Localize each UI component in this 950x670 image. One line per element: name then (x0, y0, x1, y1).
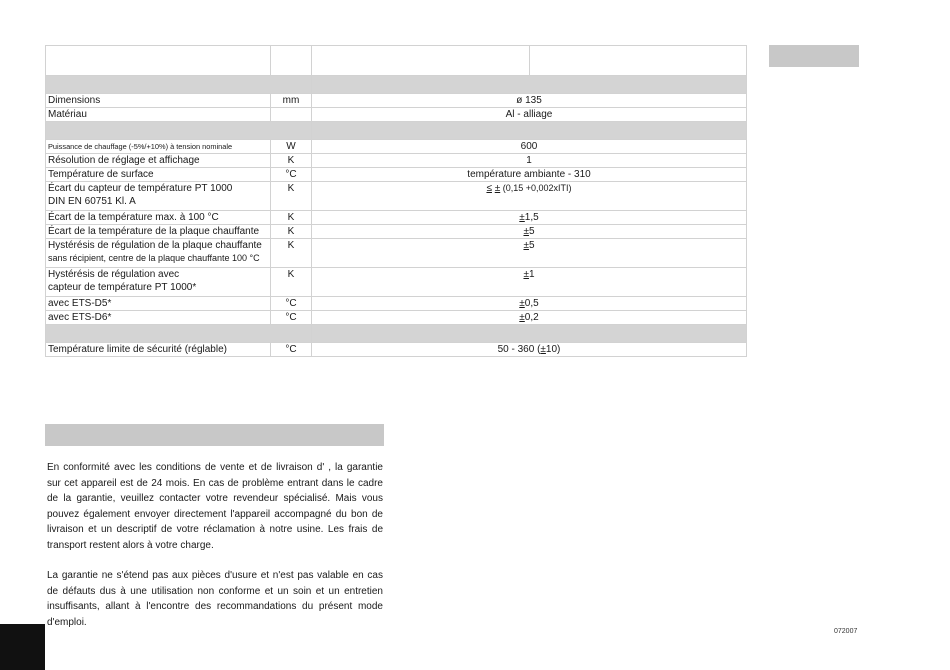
spec-label: Température limite de sécurité (réglable) (46, 343, 271, 357)
spec-label: Écart de la température de la plaque chauffante (46, 225, 271, 239)
table-row (46, 108, 747, 122)
spec-value: ±0,5 (312, 297, 747, 311)
spec-value: 50 - 360 (±10) (312, 343, 747, 357)
table-row (46, 343, 747, 357)
spec-label: avec ETS-D5* (46, 297, 271, 311)
spec-label: Résolution de réglage et affichage (46, 154, 271, 168)
technical-data-table (45, 45, 747, 357)
table-header-row (46, 46, 747, 76)
spec-unit: °C (271, 297, 312, 311)
table-row (46, 311, 747, 325)
spec-value: ≤ ± (0,15 +0,002xITI) (312, 182, 747, 211)
spec-value: ±1 (312, 268, 747, 297)
spec-unit: W (271, 140, 312, 154)
spec-label: Écart de la température max. à 100 °C (46, 211, 271, 225)
table-row (46, 297, 747, 311)
spec-unit: K (271, 239, 312, 268)
spec-label: Écart du capteur de température PT 1000 DIN EN 60751 Kl. A (46, 182, 271, 211)
spec-label: Hystérésis de régulation avec capteur de température PT 1000* (46, 268, 271, 297)
spec-label: Dimensions (46, 94, 271, 108)
header-cell (46, 46, 271, 76)
spec-value: 1 (312, 154, 747, 168)
spec-value: Al - alliage (312, 108, 747, 122)
warranty-paragraph: En conformité avec les conditions de vente et de livraison d' , la garantie sur cet appareil est de 24 mois. En cas de problème entrant dans le cadre de la garantie, veuillez contacter votre revendeur spécialisé. Mais vous pouvez également envoyer directement l'appareil accompagné du bon de livraison et un descriptif de votre réclamation à notre usine. Les frais de transport restent alors à votre charge. (47, 462, 383, 551)
warranty-paragraph: La garantie ne s'étend pas aux pièces d'usure et n'est pas valable en cas de défauts dus à une utilisation non conforme et un soin et un entretien insuffisants, allant à l'encontre des recommandations du présent mode d'emploi. (47, 570, 383, 628)
spec-value: température ambiante - 310 (312, 168, 747, 182)
page-corner-marker (0, 624, 45, 670)
spec-unit: K (271, 268, 312, 297)
spec-label: Hystérésis de régulation de la plaque chauffante sans récipient, centre de la plaque chauffante 100 °C (46, 239, 271, 268)
warranty-section-header (45, 424, 384, 446)
spec-unit: °C (271, 311, 312, 325)
table-row (46, 268, 747, 297)
spec-unit (271, 108, 312, 122)
spec-label: Matériau (46, 108, 271, 122)
spec-unit: K (271, 225, 312, 239)
spec-value: ±5 (312, 239, 747, 268)
spec-value: ±0,2 (312, 311, 747, 325)
spec-value: ±1,5 (312, 211, 747, 225)
table-row (46, 140, 747, 154)
warranty-text (47, 460, 383, 645)
spec-unit: mm (271, 94, 312, 108)
table-row (46, 225, 747, 239)
table-row (46, 154, 747, 168)
document-number: 072007 (834, 628, 858, 635)
spec-value: ±5 (312, 225, 747, 239)
table-row (46, 182, 747, 211)
header-cell (312, 46, 530, 76)
header-cell (530, 46, 747, 76)
header-cell (271, 46, 312, 76)
section-band (46, 76, 747, 94)
spec-value: ø 135 (312, 94, 747, 108)
table-row (46, 168, 747, 182)
spec-unit: °C (271, 168, 312, 182)
table-row (46, 211, 747, 225)
spec-value: 600 (312, 140, 747, 154)
spec-unit: K (271, 154, 312, 168)
section-band (46, 122, 747, 140)
table-row (46, 94, 747, 108)
spec-unit: °C (271, 343, 312, 357)
chapter-tab (769, 45, 859, 67)
spec-unit: K (271, 182, 312, 211)
spec-unit: K (271, 211, 312, 225)
spec-label: Température de surface (46, 168, 271, 182)
table-row (46, 239, 747, 268)
section-band (46, 325, 747, 343)
spec-label: Puissance de chauffage (-5%/+10%) à tension nominale (46, 140, 271, 154)
spec-label: avec ETS-D6* (46, 311, 271, 325)
